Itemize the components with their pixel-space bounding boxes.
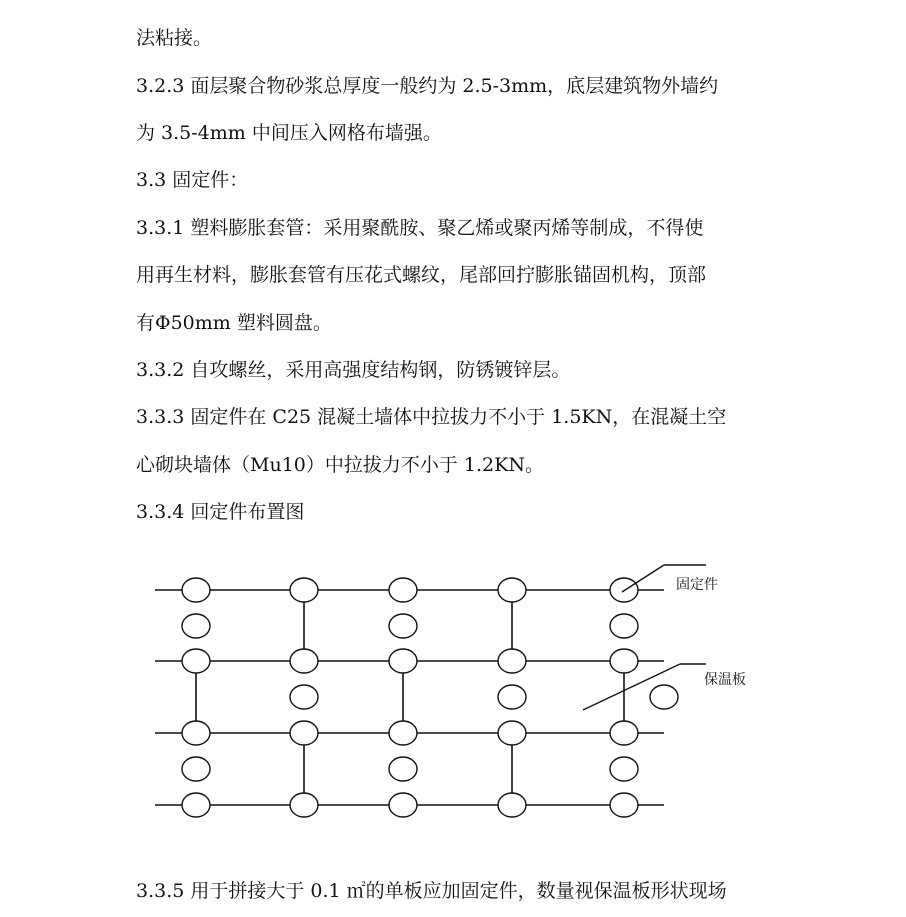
- fastener-circle: [498, 685, 526, 709]
- fastener-circle: [290, 793, 318, 817]
- text-line: 法粘接。: [136, 27, 213, 49]
- fastener-circle: [389, 721, 417, 745]
- text-line: 有Φ50mm 塑料圆盘。: [136, 312, 332, 334]
- fastener-circle: [650, 685, 678, 709]
- fastener-circle: [290, 578, 318, 602]
- fastener-circle: [610, 757, 638, 781]
- fastener-circle: [498, 721, 526, 745]
- fastener-circle: [182, 757, 210, 781]
- fastener-circle: [182, 793, 210, 817]
- figure-caption: 3.3.4 回定件布置图: [136, 501, 305, 523]
- text-line: 3.2.3 面层聚合物砂浆总厚度一般约为 2.5-3mm，底层建筑物外墙约: [136, 75, 719, 97]
- fastener-circle: [389, 614, 417, 638]
- fastener-circle: [290, 721, 318, 745]
- fastener-circle: [182, 614, 210, 638]
- fastener-circle: [389, 578, 417, 602]
- text-line: 3.3.3 固定件在 C25 混凝土墙体中拉拔力不小于 1.5KN，在混凝土空: [136, 406, 727, 428]
- fastener-circle: [389, 757, 417, 781]
- label-insulation-board: 保温板: [704, 672, 746, 688]
- text-line: 3.3.1 塑料膨胀套管：采用聚酰胺、聚乙烯或聚丙烯等制成，不得使: [136, 217, 704, 239]
- fastener-circle: [498, 793, 526, 817]
- text-line: 3.3.5 用于拼接大于 0.1 ㎡的单板应加固定件，数量视保温板形状现场: [136, 880, 727, 902]
- fastener-circle: [182, 649, 210, 673]
- fastener-circle: [610, 721, 638, 745]
- text-line: 3.3.2 自攻螺丝，采用高强度结构钢，防锈镀锌层。: [136, 359, 571, 381]
- fastener-circle: [290, 649, 318, 673]
- fastener-circle: [498, 578, 526, 602]
- fastener-circle: [610, 614, 638, 638]
- fastener-circle: [389, 793, 417, 817]
- text-line: 心砌块墙体（Mu10）中拉拔力不小于 1.2KN。: [136, 454, 544, 476]
- text-line: 为 3.5-4mm 中间压入网格布墙强。: [136, 122, 442, 144]
- fastener-circle: [610, 793, 638, 817]
- fastener-circle: [389, 649, 417, 673]
- fastener-circle: [290, 685, 318, 709]
- fastener-circle: [498, 649, 526, 673]
- fastener-circles: [182, 578, 678, 817]
- section-heading: 3.3 固定件：: [136, 169, 249, 191]
- fastener-circle: [182, 721, 210, 745]
- fastener-circle: [182, 578, 210, 602]
- fastener-circle: [610, 649, 638, 673]
- text-line: 用再生材料，膨胀套管有压花式螺纹，尾部回拧膨胀锚固机构，顶部: [136, 264, 707, 286]
- label-fastener: 固定件: [676, 577, 718, 593]
